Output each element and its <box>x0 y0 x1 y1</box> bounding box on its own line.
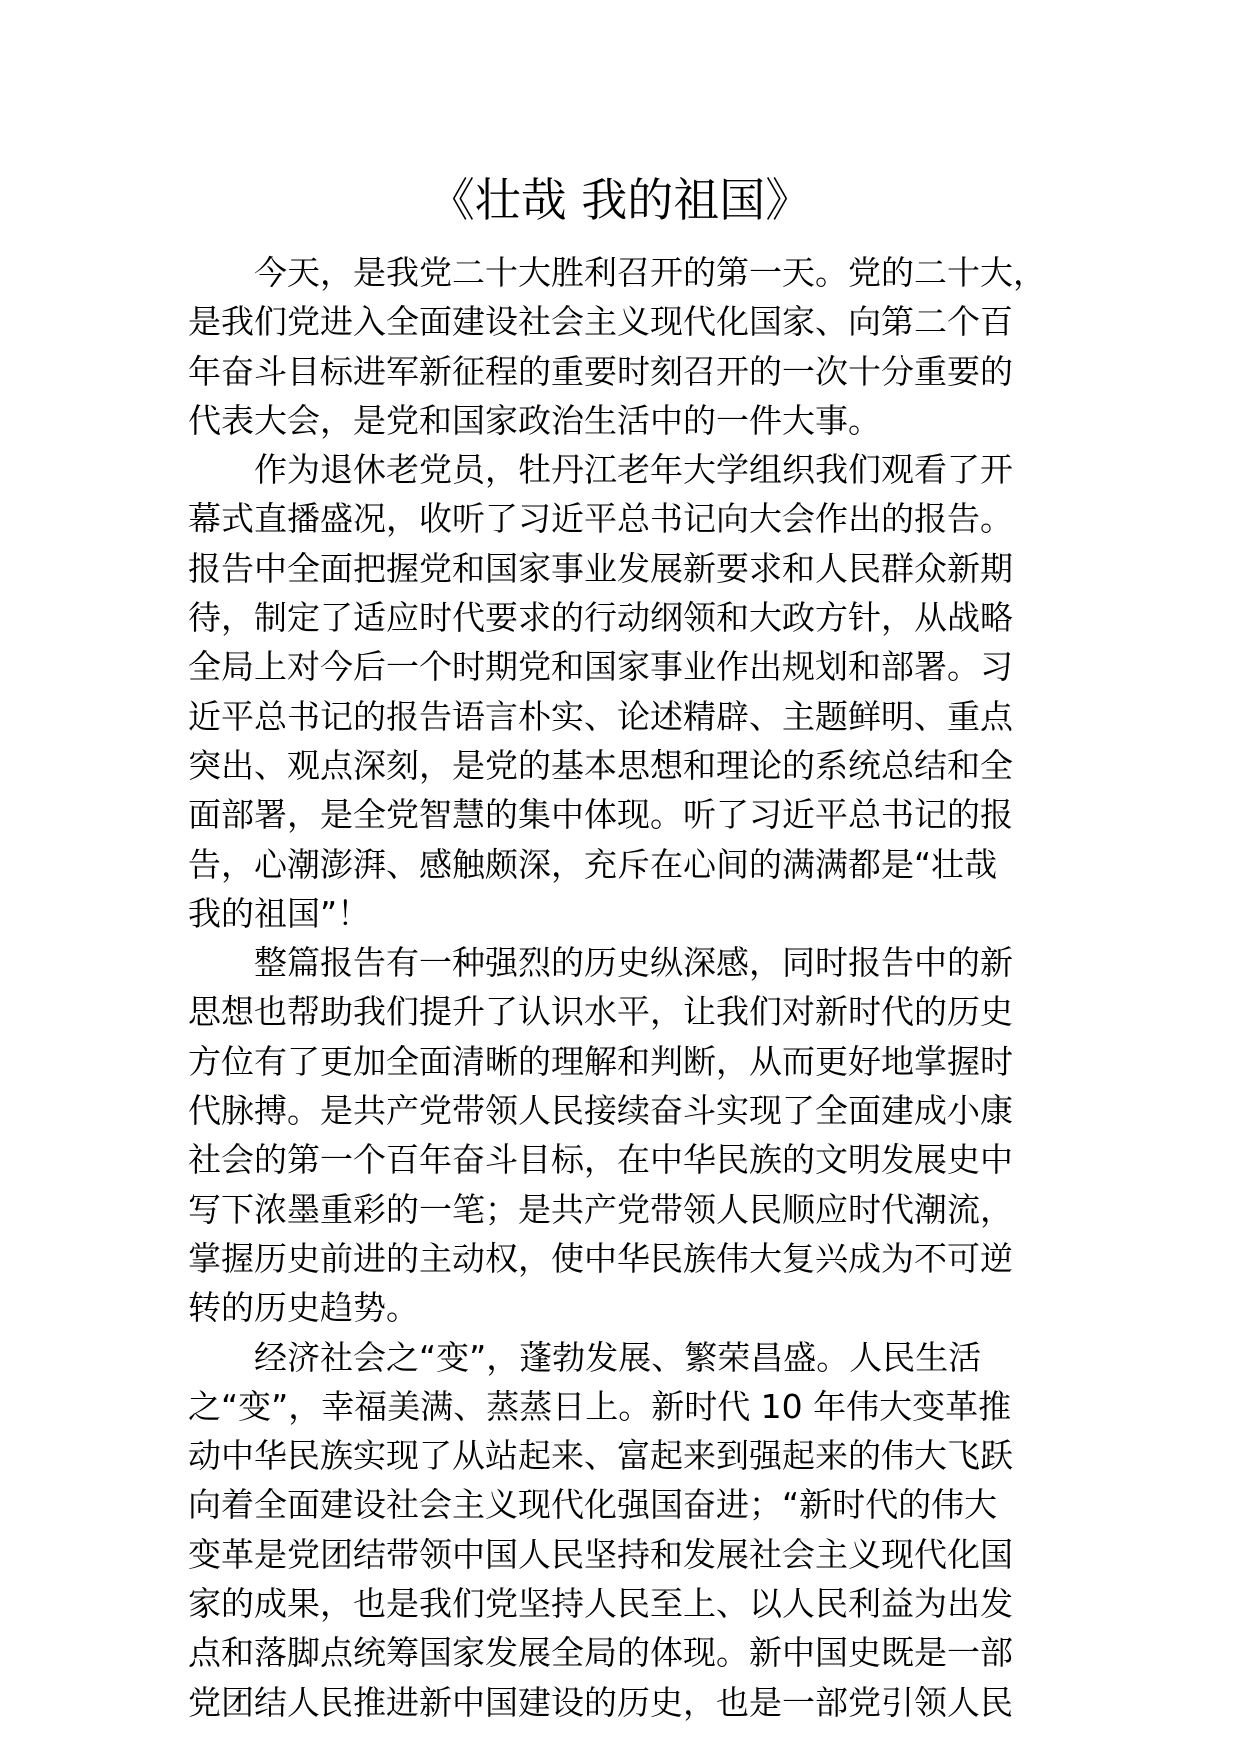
paragraph-4-line-3: 动中华民族实现了从站起来、富起来到强起来的伟大飞跃 <box>188 1436 1013 1476</box>
paragraph-1-line-3: 年奋斗目标进军新征程的重要时刻召开的一次十分重要的 <box>188 351 1013 391</box>
paragraph-3-line-8: 转的历史趋势。 <box>188 1288 419 1328</box>
paragraph-2-line-5: 全局上对今后一个时期党和国家事业作出规划和部署。习 <box>188 647 1013 687</box>
paragraph-2-line-3: 报告中全面把握党和国家事业发展新要求和人民群众新期 <box>188 548 1013 588</box>
paragraph-2-line-8: 面部署，是全党智慧的集中体现。听了习近平总书记的报 <box>188 795 1013 835</box>
paragraph-3-line-3: 方位有了更加全面清晰的理解和判断，从而更好地掌握时 <box>188 1041 1013 1081</box>
paragraph-3-line-1: 整篇报告有一种强烈的历史纵深感，同时报告中的新 <box>254 943 1013 983</box>
paragraph-2-line-2: 幕式直播盛况，收听了习近平总书记向大会作出的报告。 <box>188 499 1013 539</box>
paragraph-2-line-1: 作为退休老党员，牡丹江老年大学组织我们观看了开 <box>254 450 1013 490</box>
paragraph-3-line-2: 思想也帮助我们提升了认识水平，让我们对新时代的历史 <box>188 992 1013 1032</box>
paragraph-1-line-2: 是我们党进入全面建设社会主义现代化国家、向第二个百 <box>188 302 1013 342</box>
paragraph-3-line-7: 掌握历史前进的主动权，使中华民族伟大复兴成为不可逆 <box>188 1238 1013 1278</box>
paragraph-4-line-7: 点和落脚点统筹国家发展全局的体现。新中国史既是一部 <box>188 1633 1013 1673</box>
paragraph-2-line-6: 近平总书记的报告语言朴实、论述精辟、主题鲜明、重点 <box>188 696 1013 736</box>
paragraph-4-line-4: 向着全面建设社会主义现代化强国奋进；“新时代的伟大 <box>188 1485 998 1525</box>
paragraph-3-line-6: 写下浓墨重彩的一笔；是共产党带领人民顺应时代潮流， <box>188 1189 1013 1229</box>
paragraph-2-line-10: 我的祖国”！ <box>188 893 371 933</box>
paragraph-4-line-1: 经济社会之“变”，蓬勃发展、繁荣昌盛。人民生活 <box>254 1337 982 1377</box>
paragraph-4-line-6: 家的成果，也是我们党坚持人民至上、以人民利益为出发 <box>188 1584 1013 1624</box>
paragraph-2-line-9: 告，心潮澎湃、感触颇深，充斥在心间的满满都是“壮哉 <box>188 844 998 884</box>
paragraph-4-line-2: 之“变”，幸福美满、蒸蒸日上。新时代 10 年伟大变革推 <box>188 1386 1012 1426</box>
paragraph-1-line-4: 代表大会，是党和国家政治生活中的一件大事。 <box>188 400 881 440</box>
paragraph-3-line-4: 代脉搏。是共产党带领人民接续奋斗实现了全面建成小康 <box>188 1091 1013 1131</box>
paragraph-1-line-1: 今天，是我党二十大胜利召开的第一天。党的二十大， <box>254 253 1046 292</box>
paragraph-3-line-5: 社会的第一个百年奋斗目标，在中华民族的文明发展史中 <box>188 1140 1013 1180</box>
paragraph-4-line-8: 党团结人民推进新中国建设的历史，也是一部党引领人民 <box>188 1682 1013 1722</box>
document-title: 《壮哉 我的祖国》 <box>428 173 812 227</box>
paragraph-2-line-7: 突出、观点深刻，是党的基本思想和理论的系统总结和全 <box>188 745 1013 785</box>
document-body <box>188 248 1068 1727</box>
paragraph-4-line-5: 变革是党团结带领中国人民坚持和发展社会主义现代化国 <box>188 1534 1013 1574</box>
paragraph-2-line-4: 待，制定了适应时代要求的行动纲领和大政方针，从战略 <box>188 598 1013 638</box>
